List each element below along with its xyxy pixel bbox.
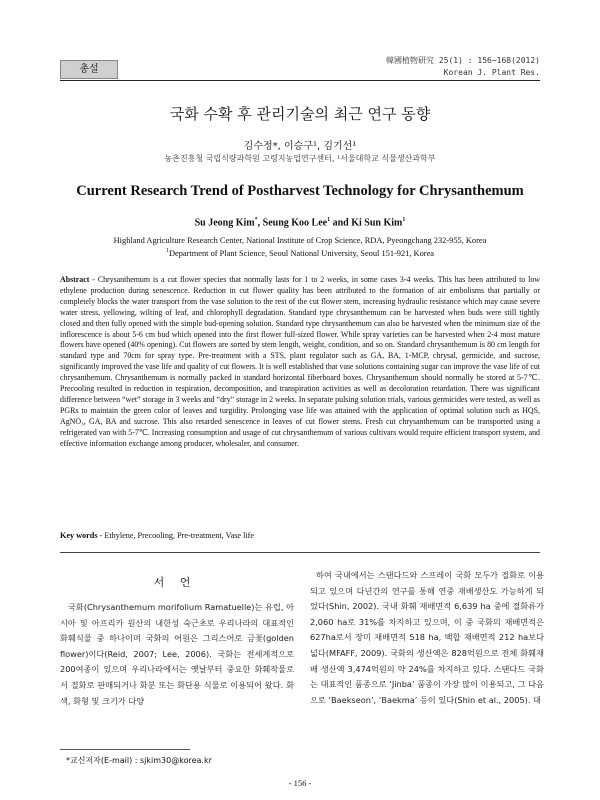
korean-authors: 김수정*, 이승구¹, 김기선¹ [243, 141, 357, 152]
article-type-badge: 총설 [60, 60, 118, 79]
corresponding-mark: * [254, 217, 258, 223]
journal-citation-english: Korean J. Plant Res. [443, 68, 540, 77]
abstract-text: - Chrysanthemum is a cut flower species that normally lasts for 1 to 2 weeks, in some cases 3-4 weeks. This has been attributed to low ethylene production during senescence. Reduction in cut flower quality has been attributed to the formation of air embolisms that partially or completely blocks the water transport from the vase solution to the rest of the cut flower stem, increasing hydraulic resistance which may cause severe water stress, yellowing, wilting of leaf, and chlorophyll degradation. Standard type chrysanthemum can be harvested when buds were still tightly closed and then fully opened with the simple bud-opening solution. Standard type chrysanthemum can also be harvested when the minimum size of the inflorescence is about 5-6 cm bud which opened into the first flower full-sized flower. While spray varieties can be harvested when 2-4 most mature flowers have opened (40% opening). Cut flowers are sorted by stem length, weight, condition, and so on. Standard chrysanthemum is 80 cm length for standard type and 70cm for spray type. Pre-treatment with a STS, plant regulator such as GA, BA, 1-MCP, chrysal, germicide, and sucrose, significantly improved the vase life and quality of cut flowers. It is well established that vase solutions containing sugar can improve the vase life of cut chrysanthemum. Chrysanthemum is normally packed in standard horizontal fiberboard boxes. Chrysanthemum should normally be stored at 5-7℃. Precooling resulted in reduction in respiration, decomposition, and transpiration activities as well as decoloration retardation. There was significant difference between “wet” storage in 3 weeks and “dry” storage in 2 weeks. In separate pulsing solution trials, various germicides were tested, as well as PGRs to maintain the green color of leaves and turgidity. Prolonging vase life was attained with the application of optimal solution such as HQS, AgNO₃, GA, BA and sucrose. This also retarded senescence in leaves of cut flower stems. Fresh cut chrysanthemum can be transported using a refrigerated van with 5-7℃. Increasing consumption and usage of cut chrysanthemum of various cultivars would require efficient transport system, and effective information exchange among producer, wholesaler, and consumer. [60, 275, 540, 448]
english-title: Current Research Trend of Postharvest Technology for Chrysanthemum [76, 183, 524, 199]
footnote-rule [60, 749, 190, 750]
header-rule [60, 80, 540, 81]
korean-affiliation: 농촌진흥청 국립식량과학원 고령지농업연구센터, ¹서울대학교 식물생산과학부 [164, 154, 436, 163]
keywords-label: Key words [60, 531, 98, 540]
affiliation-line-1: Highland Agriculture Research Center, National Institute of Crop Science, RDA, Pyeongchang 232-955, Korea [113, 236, 487, 245]
journal-citation-korean: 韓國植物研究 25(1) : 156∼168(2012) [386, 56, 540, 65]
section-rule [60, 552, 540, 553]
keywords [60, 531, 254, 540]
journal-citation [386, 55, 540, 79]
intro-column-right: 하여 국내에서는 스탠다드와 스프레이 국화 모두가 절화로 이용되고 있으며 다년간의 연구를 통해 연중 재배생산도 가능하게 되었다(Shin, 2002). 국내 화훼 재배면적 6,639 ha 중에 절화류가 2,060 ha로 31%를 차지하고 있으며, 이 중 국화의 재배면적은 627ha로서 장미 재배면적 518 ha, 백합 재배면적 212 ha보다 넓다(MFAFF, 2009). 국화의 생산액은 828억원으로 전체 화훼재배 생산액 3,474억원의 약 24%를 차지하고 있다. 스탠다드 국화는 대표적인 품종으로 ‘Jinba’ 품종이 가장 많이 이용되고, 그 다음으로 ‘Baekseon’, ‘Baekma’ 등이 있다(Shin et al., 2005). 대 [310, 570, 544, 705]
english-authors [0, 217, 600, 228]
author-name-1: Su Jeong Kim [194, 217, 255, 229]
keywords-text: - Ethylene, Precooling, Pre-treatment, Vase life [97, 531, 255, 540]
affil-mark: 1 [327, 217, 331, 223]
author-name-3: and Ki Sun Kim [330, 217, 403, 229]
affiliation-line-2 [60, 246, 540, 259]
affil-mark: 1 [402, 217, 406, 223]
abstract-label: Abstract [60, 275, 90, 284]
english-affiliation [60, 235, 540, 259]
abstract [60, 275, 540, 450]
affiliation-line-2-text: Department of Plant Science, Seoul National University, Seoul 151-921, Korea [168, 248, 435, 258]
korean-title: 국화 수확 후 관리기술의 최근 연구 동향 [169, 105, 431, 123]
corresponding-author-footnote: *교신저자(E-mail) : sjkim30@korea.kr [66, 756, 212, 765]
affil-mark: 1 [165, 248, 169, 254]
author-name-2: , Seung Koo Lee [257, 217, 328, 229]
section-heading-introduction: 서 언 [153, 576, 197, 589]
page-number: - 156 - [288, 778, 312, 788]
intro-column-left: 국화(Chrysanthemum morifolium Ramatuelle)는 유럽, 아시아 및 아프리카 원산의 내한성 숙근초로 우리나라의 대표적인 화훼식물 중 하나이며 국화의 어원은 그리스어로 금꽃(golden flower)이다(Reid, 2007; Lee, 2006). 국화는 전세계적으로 200여종이 있으며 우리나라에서는 옛날부터 중요한 화훼작물로서 절화로 판매되거나 화분 또는 화단용 식물로 이용되어 왔다. 화색, 화형 및 크기가 다양 [60, 602, 294, 706]
